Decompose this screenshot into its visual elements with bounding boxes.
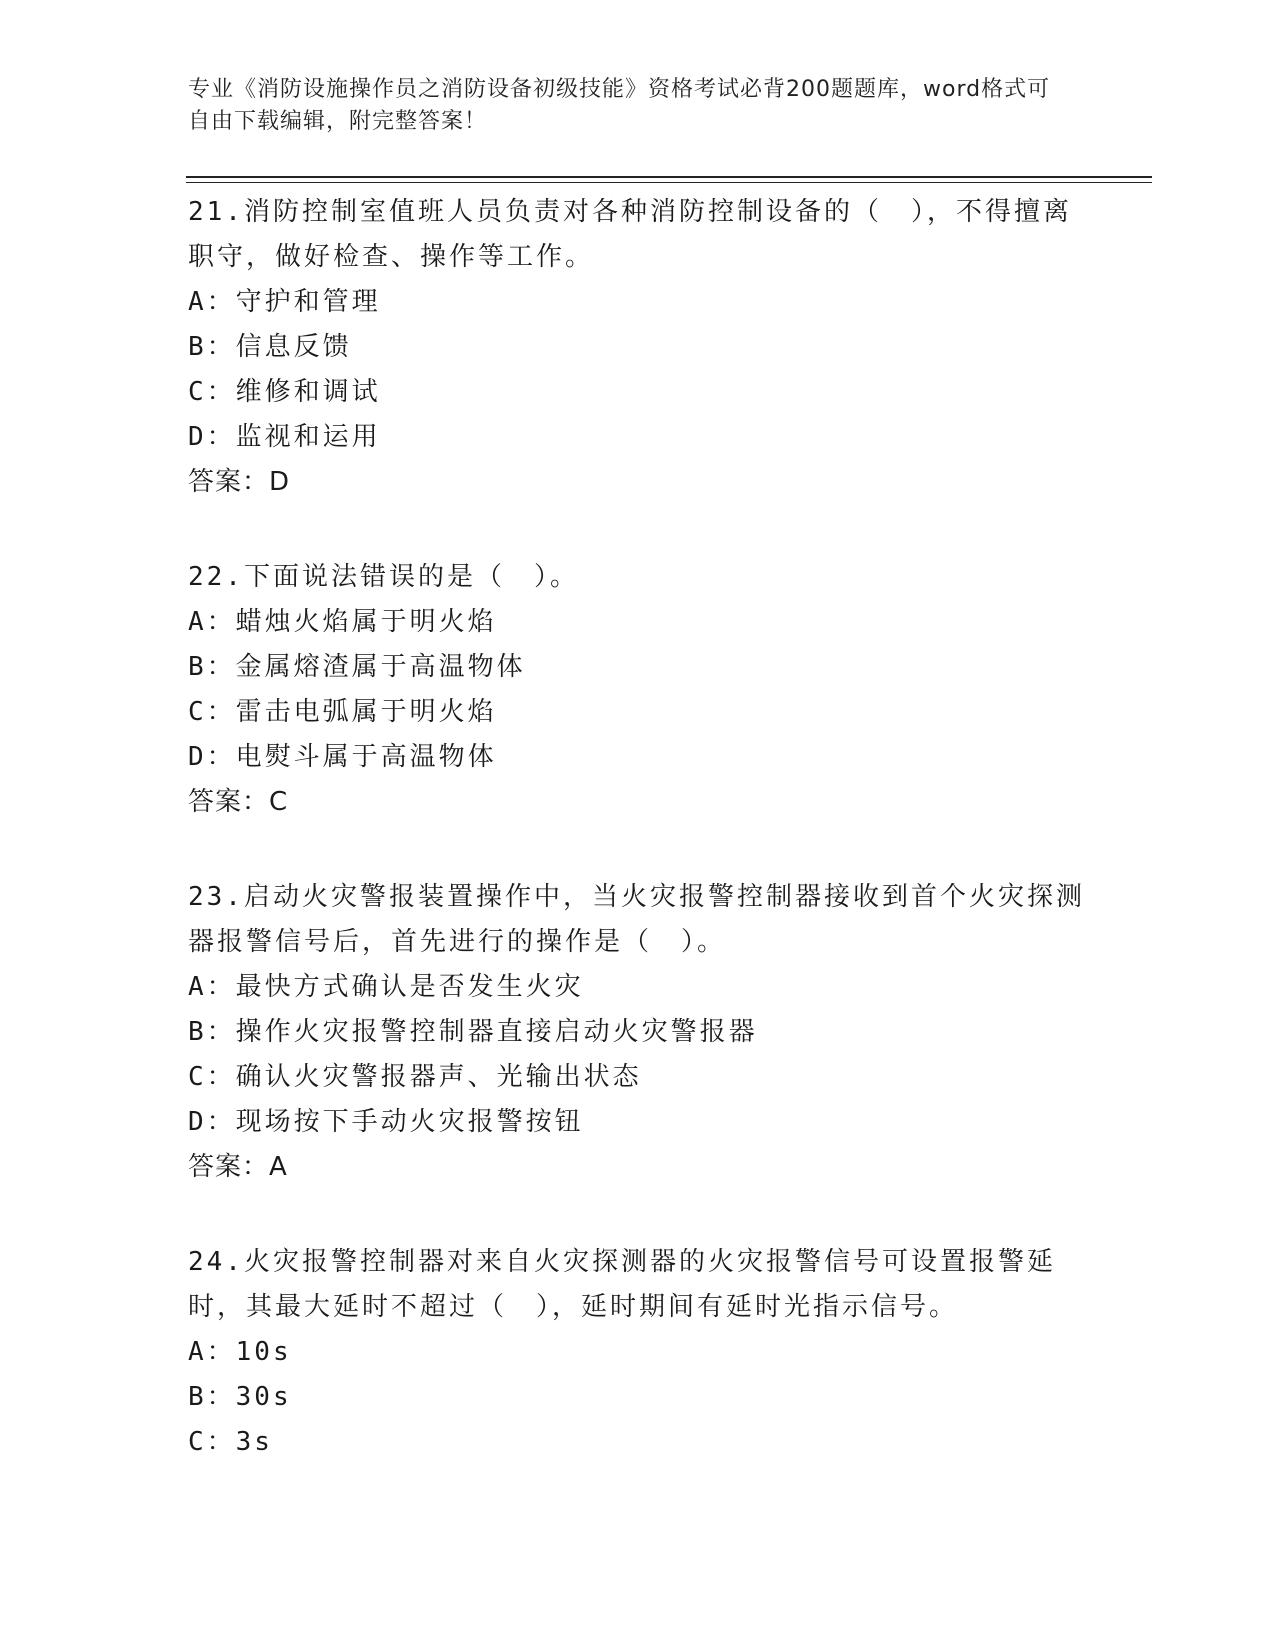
option-c: C：3s [188, 1427, 273, 1457]
option-b: B：金属熔渣属于高温物体 [188, 652, 526, 682]
question-gap [188, 505, 1088, 555]
option-b: B：操作火灾报警控制器直接启动火灾警报器 [188, 1017, 758, 1047]
question-21 [188, 190, 1088, 505]
question-23 [188, 875, 1088, 1190]
option-a: A：守护和管理 [188, 287, 381, 317]
question-stem: 23.启动火灾警报装置操作中，当火灾报警控制器接收到首个火灾探测器报警信号后，首先进行的操作是（ ）。 [188, 882, 1085, 957]
header-divider-thin [186, 182, 1152, 183]
option-d: D：监视和运用 [188, 422, 381, 452]
answer-label: 答案：D [188, 467, 291, 497]
question-gap [188, 825, 1088, 875]
question-stem: 21.消防控制室值班人员负责对各种消防控制设备的（ ），不得擅离职守，做好检查、操作等工作。 [188, 197, 1072, 272]
question-22 [188, 555, 1088, 825]
answer-label: 答案：C [188, 787, 289, 817]
option-c: C：确认火灾警报器声、光输出状态 [188, 1062, 642, 1092]
option-b: B：30s [188, 1382, 292, 1412]
option-a: A：10s [188, 1337, 292, 1367]
header-divider-thick [186, 176, 1152, 178]
option-b: B：信息反馈 [188, 332, 352, 362]
question-list [188, 190, 1088, 1465]
question-stem: 24.火灾报警控制器对来自火灾探测器的火灾报警信号可设置报警延时，其最大延时不超过（ ），延时期间有延时光指示信号。 [188, 1247, 1056, 1322]
header-intro-text: 专业《消防设施操作员之消防设备初级技能》资格考试必背200题题库，word格式可自由下载编辑，附完整答案！ [188, 77, 1051, 134]
option-d: D：电熨斗属于高温物体 [188, 742, 497, 772]
question-gap [188, 1190, 1088, 1240]
option-a: A：蜡烛火焰属于明火焰 [188, 607, 497, 637]
question-stem: 22.下面说法错误的是（ ）。 [188, 562, 579, 592]
option-c: C：维修和调试 [188, 377, 381, 407]
answer-label: 答案：A [188, 1152, 288, 1182]
option-c: C：雷击电弧属于明火焰 [188, 697, 497, 727]
question-24 [188, 1240, 1088, 1465]
option-d: D：现场按下手动火灾报警按钮 [188, 1107, 584, 1137]
document-header [188, 74, 1068, 138]
option-a: A：最快方式确认是否发生火灾 [188, 972, 584, 1002]
